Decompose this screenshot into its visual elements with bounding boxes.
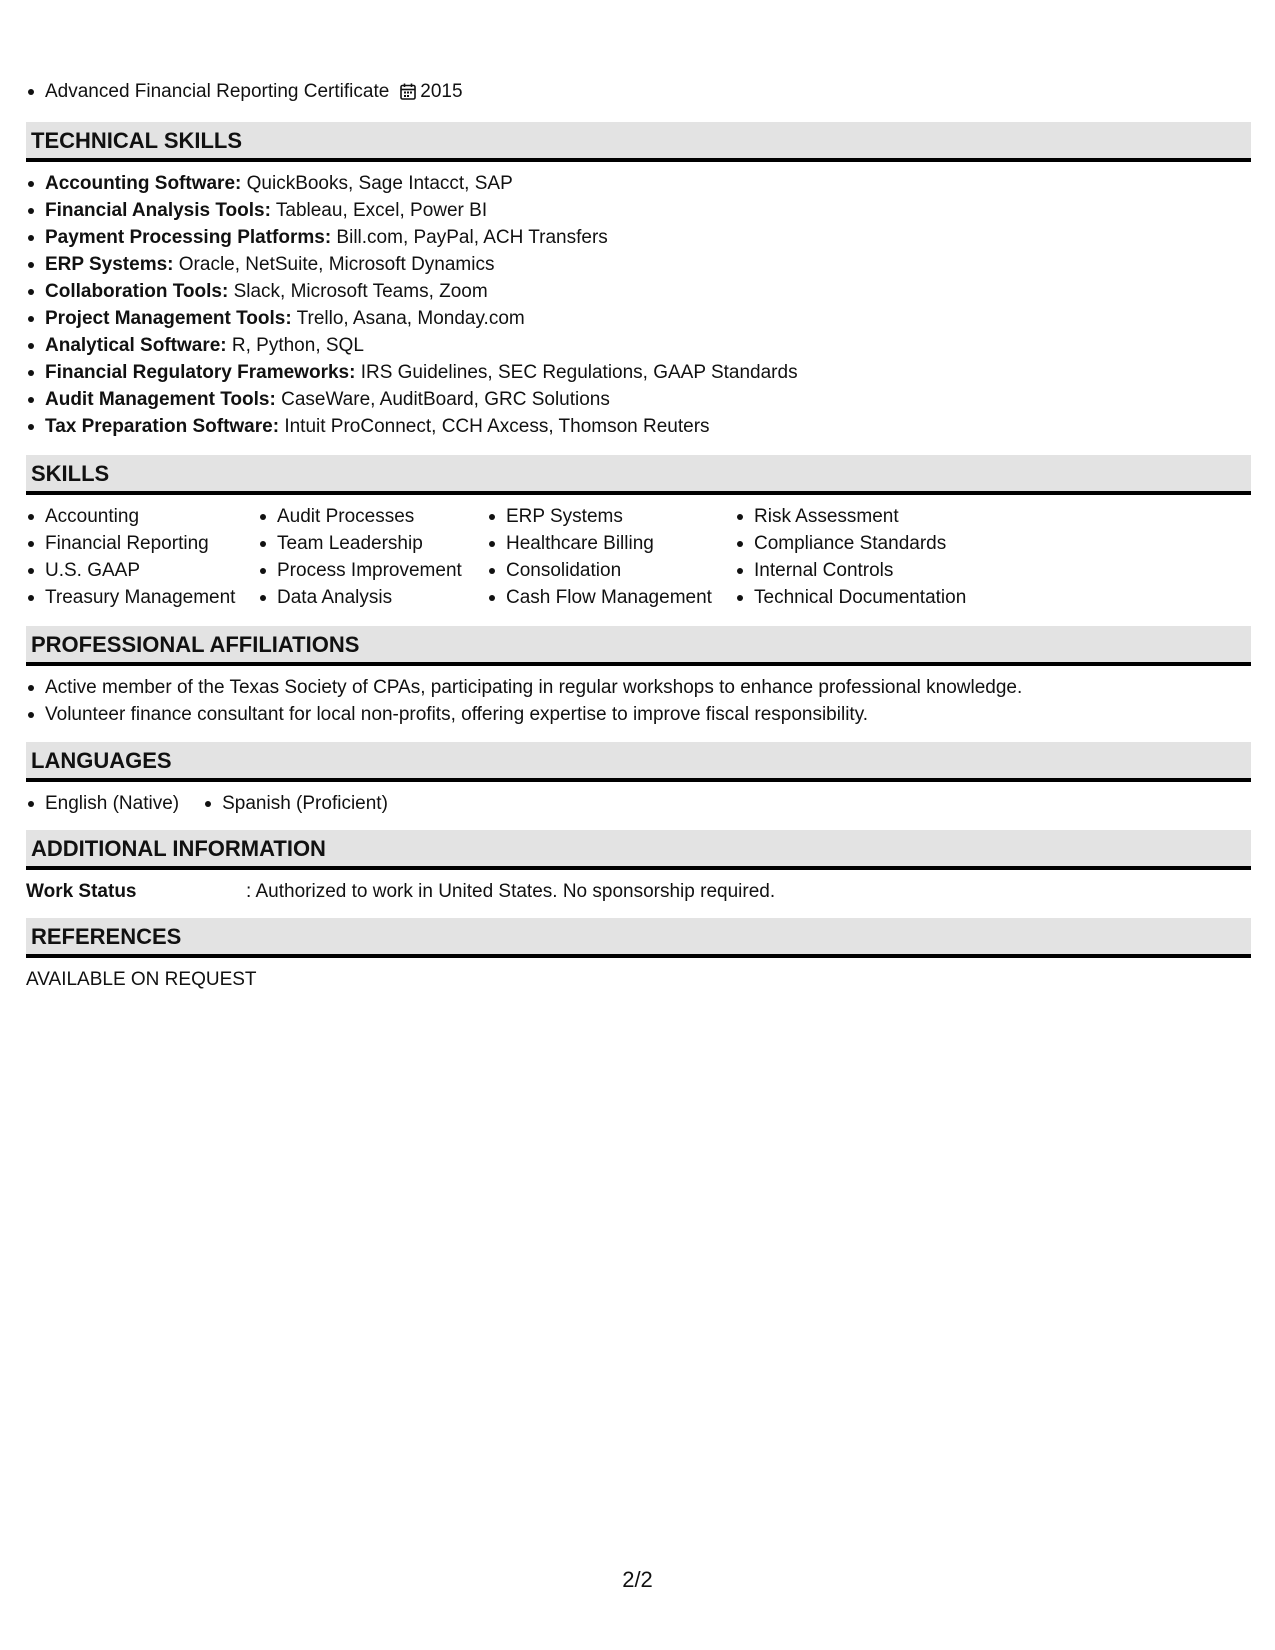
- tech-skill-item: [26, 224, 1251, 251]
- skill-item: Team Leadership: [258, 530, 487, 557]
- skills-column: [26, 503, 258, 611]
- affiliation-item: Volunteer finance consultant for local non-profits, offering expertise to improve fiscal responsibility.: [26, 701, 1251, 728]
- skill-item: Cash Flow Management: [487, 584, 735, 611]
- skills-column: [258, 503, 487, 611]
- skill-item: Internal Controls: [735, 557, 1035, 584]
- tech-skill-label: Collaboration Tools:: [45, 281, 229, 302]
- skill-item: Compliance Standards: [735, 530, 1035, 557]
- tech-skill-item: [26, 413, 1251, 440]
- skill-item: Treasury Management: [26, 584, 258, 611]
- tech-skill-item: [26, 170, 1251, 197]
- skill-item: Audit Processes: [258, 503, 487, 530]
- tech-skill-value: Slack, Microsoft Teams, Zoom: [228, 281, 488, 302]
- tech-skill-value: Tableau, Excel, Power BI: [270, 200, 488, 221]
- skills-column: [487, 503, 735, 611]
- tech-skill-value: QuickBooks, Sage Intacct, SAP: [241, 173, 513, 194]
- certification-item: [26, 78, 463, 108]
- skill-item: Financial Reporting: [26, 530, 258, 557]
- work-status-row: [26, 870, 1251, 905]
- tech-skill-value: IRS Guidelines, SEC Regulations, GAAP Standards: [355, 362, 798, 383]
- skill-item: ERP Systems: [487, 503, 735, 530]
- tech-skill-label: Tax Preparation Software:: [45, 416, 280, 437]
- skill-item: Accounting: [26, 503, 258, 530]
- skill-item: Healthcare Billing: [487, 530, 735, 557]
- work-status-label: Work Status: [26, 881, 137, 902]
- skills-section: [26, 455, 1251, 611]
- skill-item: Technical Documentation: [735, 584, 1035, 611]
- skill-item: Data Analysis: [258, 584, 487, 611]
- section-heading: SKILLS: [26, 455, 1251, 495]
- tech-skill-item: [26, 278, 1251, 305]
- tech-skill-label: Accounting Software:: [45, 173, 242, 194]
- tech-skill-value: CaseWare, AuditBoard, GRC Solutions: [275, 389, 610, 410]
- tech-skill-label: Analytical Software:: [45, 335, 227, 356]
- tech-skill-label: ERP Systems:: [45, 254, 174, 275]
- tech-skill-label: Financial Regulatory Frameworks:: [45, 362, 356, 383]
- certifications-list: [26, 78, 463, 108]
- skills-column: [735, 503, 1035, 611]
- section-heading: REFERENCES: [26, 918, 1251, 958]
- skill-item: U.S. GAAP: [26, 557, 258, 584]
- tech-skill-item: [26, 251, 1251, 278]
- skill-item: Risk Assessment: [735, 503, 1035, 530]
- skill-item: Consolidation: [487, 557, 735, 584]
- technical-skills-section: [26, 122, 1251, 440]
- work-status-value: : Authorized to work in United States. No sponsorship required.: [246, 881, 776, 902]
- affiliations-list: [26, 666, 1251, 728]
- section-heading: ADDITIONAL INFORMATION: [26, 830, 1251, 870]
- additional-info-section: [26, 830, 1251, 905]
- skill-item: Process Improvement: [258, 557, 487, 584]
- references-section: [26, 918, 1251, 993]
- affiliations-section: [26, 626, 1251, 728]
- tech-skill-label: Audit Management Tools:: [45, 389, 276, 410]
- affiliation-item: Active member of the Texas Society of CPAs, participating in regular workshops to enhance professional knowledge.: [26, 674, 1251, 701]
- languages-list: [26, 782, 1251, 817]
- language-item: Spanish (Proficient): [203, 790, 388, 817]
- tech-skill-label: Financial Analysis Tools:: [45, 200, 271, 221]
- tech-skill-value: Bill.com, PayPal, ACH Transfers: [331, 227, 608, 248]
- tech-skill-value: Oracle, NetSuite, Microsoft Dynamics: [173, 254, 495, 275]
- technical-skills-list: [26, 162, 1251, 440]
- certification-name: Advanced Financial Reporting Certificate: [45, 81, 390, 102]
- tech-skill-value: Trello, Asana, Monday.com: [291, 308, 525, 329]
- languages-section: [26, 742, 1251, 817]
- references-text: AVAILABLE ON REQUEST: [26, 969, 257, 990]
- tech-skill-item: [26, 386, 1251, 413]
- tech-skill-value: R, Python, SQL: [226, 335, 364, 356]
- section-heading: TECHNICAL SKILLS: [26, 122, 1251, 162]
- tech-skill-label: Project Management Tools:: [45, 308, 292, 329]
- page-number: 2/2: [622, 1567, 653, 1592]
- section-heading: PROFESSIONAL AFFILIATIONS: [26, 626, 1251, 666]
- tech-skill-value: Intuit ProConnect, CCH Axcess, Thomson Reuters: [279, 416, 710, 437]
- section-heading: LANGUAGES: [26, 742, 1251, 782]
- tech-skill-item: [26, 359, 1251, 386]
- language-item: English (Native): [26, 790, 179, 817]
- tech-skill-item: [26, 197, 1251, 224]
- tech-skill-item: [26, 305, 1251, 332]
- tech-skill-item: [26, 332, 1251, 359]
- tech-skill-label: Payment Processing Platforms:: [45, 227, 332, 248]
- calendar-icon: [400, 81, 416, 108]
- certification-year: 2015: [420, 81, 463, 102]
- skills-grid: [26, 495, 1251, 611]
